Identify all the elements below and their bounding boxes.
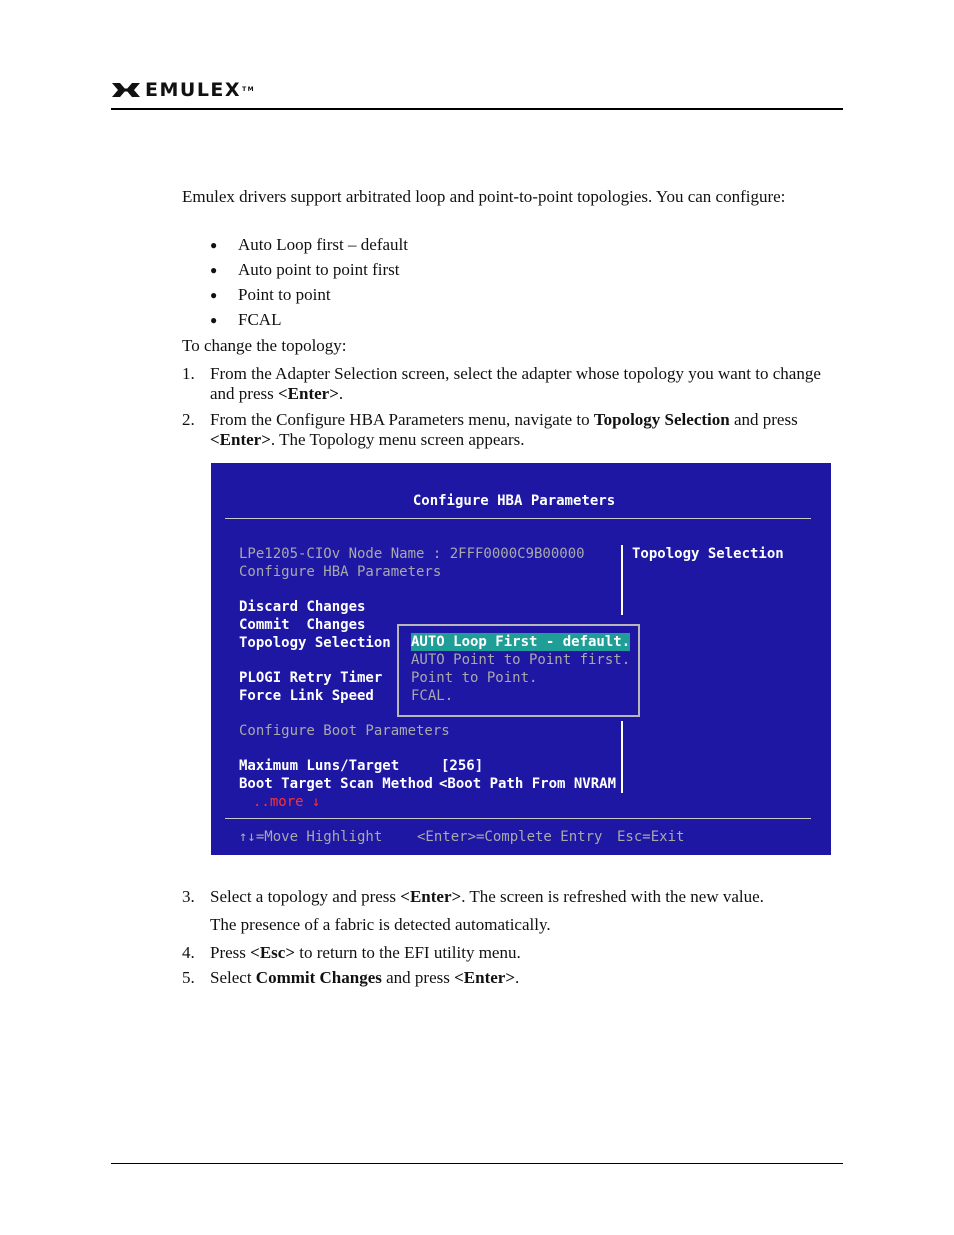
section-boot-label: Configure Boot Parameters <box>239 723 450 739</box>
more-indicator: ..more ↓ <box>253 794 321 810</box>
boot-scan-value: <Boot Path From NVRAM <box>439 776 617 792</box>
menu-max-luns[interactable]: Maximum Luns/Target <box>239 758 400 774</box>
menu-commit-changes[interactable]: Commit Changes <box>239 617 366 633</box>
topology-popup <box>397 624 640 717</box>
bullet-icon: ● <box>210 288 218 302</box>
panel-divider <box>621 721 623 793</box>
popup-option-point-to-point[interactable]: Point to Point. <box>411 670 538 686</box>
divider <box>225 518 811 519</box>
max-luns-value: [256] <box>441 758 484 774</box>
list-item: ● Auto point to point first <box>210 260 400 279</box>
emulex-logo-icon <box>111 82 141 98</box>
footer-enter-hint: <Enter>=Complete Entry <box>417 829 603 845</box>
intro-paragraph: Emulex drivers support arbitrated loop and point-to-point topologies. You can configure: <box>182 187 786 206</box>
list-item: ● Auto Loop first – default <box>210 235 408 254</box>
footer-rule <box>111 1163 843 1164</box>
screen-title: Configure HBA Parameters <box>412 493 616 509</box>
menu-discard-changes[interactable]: Discard Changes <box>239 599 366 615</box>
divider <box>225 818 811 819</box>
topology-options-list <box>182 235 408 335</box>
bullet-icon: ● <box>210 313 218 327</box>
list-item: ● FCAL <box>210 310 282 329</box>
footer-esc-hint: Esc=Exit <box>617 829 685 845</box>
bios-screen <box>211 463 831 855</box>
procedure-lead: To change the topology: <box>182 336 347 355</box>
section-hba-label: Configure HBA Parameters <box>239 564 442 580</box>
header-rule <box>111 108 843 110</box>
popup-option-auto-loop[interactable]: AUTO Loop First - default. <box>411 634 631 650</box>
menu-plogi-retry-timer[interactable]: PLOGI Retry Timer <box>239 670 383 686</box>
logo-wordmark: EMULEX™ <box>145 79 256 101</box>
menu-boot-scan-method[interactable]: Boot Target Scan Method <box>239 776 433 792</box>
emulex-logo <box>111 80 255 100</box>
menu-force-link-speed[interactable]: Force Link Speed <box>239 688 374 704</box>
bullet-icon: ● <box>210 238 218 252</box>
panel-divider <box>621 545 623 615</box>
right-panel-title: Topology Selection <box>632 546 784 562</box>
popup-option-auto-p2p[interactable]: AUTO Point to Point first. <box>411 652 631 668</box>
list-item: ● Point to point <box>210 285 331 304</box>
footer-move-hint: ↑↓=Move Highlight <box>239 829 383 845</box>
bullet-icon: ● <box>210 263 218 277</box>
popup-option-fcal[interactable]: FCAL. <box>411 688 454 704</box>
node-name-line: LPe1205-CIOv Node Name : 2FFF0000C9B00000 <box>239 546 585 562</box>
menu-topology-selection[interactable]: Topology Selection <box>239 635 391 651</box>
